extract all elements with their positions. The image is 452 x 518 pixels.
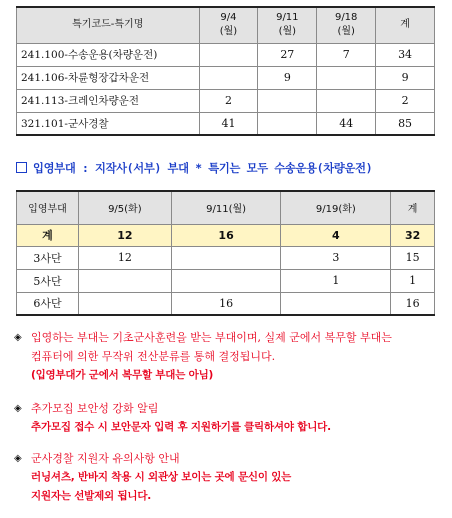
- header-date-2: 9/11(월): [171, 191, 281, 224]
- total-cell: 16: [391, 292, 435, 315]
- note-text: 입영하는 부대는 기초군사훈련을 받는 부대이며, 실제 군에서 복무할 부대는: [31, 331, 392, 344]
- table-row: [17, 269, 435, 292]
- header-date-2: 9/11 (월): [258, 7, 317, 43]
- unit-section-heading: [16, 160, 446, 176]
- sum-label: 계: [17, 224, 79, 246]
- count-cell: 7: [317, 43, 376, 66]
- diamond-bullet-icon: ◈: [14, 453, 22, 464]
- sum-cell: 32: [391, 224, 435, 246]
- count-cell: 9: [258, 66, 317, 89]
- total-cell: 9: [376, 66, 435, 89]
- unit-cell: 6사단: [17, 292, 79, 315]
- table-row: [17, 43, 435, 66]
- note-emphasis: (입영부대가 군에서 복무할 부대는 아님): [31, 369, 214, 381]
- total-cell: 34: [376, 43, 435, 66]
- special-code-table: [16, 6, 435, 136]
- total-cell: 15: [391, 246, 435, 269]
- count-cell: 1: [281, 269, 391, 292]
- unit-table-header-row: [17, 191, 435, 224]
- count-cell: 27: [258, 43, 317, 66]
- note-emphasis: 지원자는 선발제외 됩니다.: [31, 490, 152, 502]
- count-cell: 3: [281, 246, 391, 269]
- special-name-cell: 241.106-차륜형장갑차운전: [17, 66, 200, 89]
- unit-table: [16, 190, 435, 316]
- header-date-3: 9/18 (월): [317, 7, 376, 43]
- sum-cell: 12: [79, 224, 172, 246]
- header-date-3: 9/19(화): [281, 191, 391, 224]
- note-text: 컴퓨터에 의한 무작위 전산분류를 통해 결정됩니다.: [31, 350, 276, 363]
- count-cell: [199, 43, 258, 66]
- count-cell: 44: [317, 112, 376, 135]
- count-cell: [79, 269, 172, 292]
- checkbox-square-icon: [16, 162, 27, 173]
- note-emphasis: 러닝셔츠, 반바지 착용 시 외관상 보이는 곳에 문신이 있는: [31, 471, 292, 483]
- unit-cell: 3사단: [17, 246, 79, 269]
- header-total: 계: [376, 7, 435, 43]
- count-cell: [79, 292, 172, 315]
- sum-row: [17, 224, 435, 246]
- note-security: [14, 399, 446, 437]
- unit-cell: 5사단: [17, 269, 79, 292]
- note-text: 추가모집 보안성 강화 알림: [31, 402, 159, 415]
- table-row: [17, 292, 435, 315]
- count-cell: 2: [199, 89, 258, 112]
- count-cell: [281, 292, 391, 315]
- total-cell: 1: [391, 269, 435, 292]
- table-row: [17, 66, 435, 89]
- special-table-header-row: [17, 7, 435, 43]
- sum-cell: 16: [171, 224, 281, 246]
- table-row: [17, 112, 435, 135]
- header-special-name: 특기코드-특기명: [17, 7, 200, 43]
- note-emphasis: 추가모집 접수 시 보안문자 입력 후 지원하기를 클릭하셔야 합니다.: [31, 421, 331, 433]
- diamond-bullet-icon: ◈: [14, 403, 22, 414]
- count-cell: [258, 112, 317, 135]
- header-date-1: 9/4 (월): [199, 7, 258, 43]
- sum-cell: 4: [281, 224, 391, 246]
- header-total: 계: [391, 191, 435, 224]
- count-cell: [258, 89, 317, 112]
- table-row: [17, 246, 435, 269]
- special-name-cell: 241.113-크레인차량운전: [17, 89, 200, 112]
- special-name-cell: 321.101-군사경찰: [17, 112, 200, 135]
- note-text: 군사경찰 지원자 유의사항 안내: [31, 452, 180, 465]
- special-name-cell: 241.100-수송운용(차량운전): [17, 43, 200, 66]
- count-cell: 12: [79, 246, 172, 269]
- unit-heading-text: 입영부대 : 지작사(서부) 부대 * 특기는 모두 수송운용(차량운전): [33, 162, 373, 175]
- count-cell: [317, 66, 376, 89]
- total-cell: 85: [376, 112, 435, 135]
- count-cell: [171, 246, 281, 269]
- count-cell: [199, 66, 258, 89]
- table-row: [17, 89, 435, 112]
- note-military-police: [14, 449, 446, 506]
- count-cell: [171, 269, 281, 292]
- diamond-bullet-icon: ◈: [14, 332, 22, 343]
- count-cell: 41: [199, 112, 258, 135]
- count-cell: 16: [171, 292, 281, 315]
- count-cell: [317, 89, 376, 112]
- note-enlistment-unit: [14, 328, 446, 385]
- header-unit: 입영부대: [17, 191, 79, 224]
- header-date-1: 9/5(화): [79, 191, 172, 224]
- total-cell: 2: [376, 89, 435, 112]
